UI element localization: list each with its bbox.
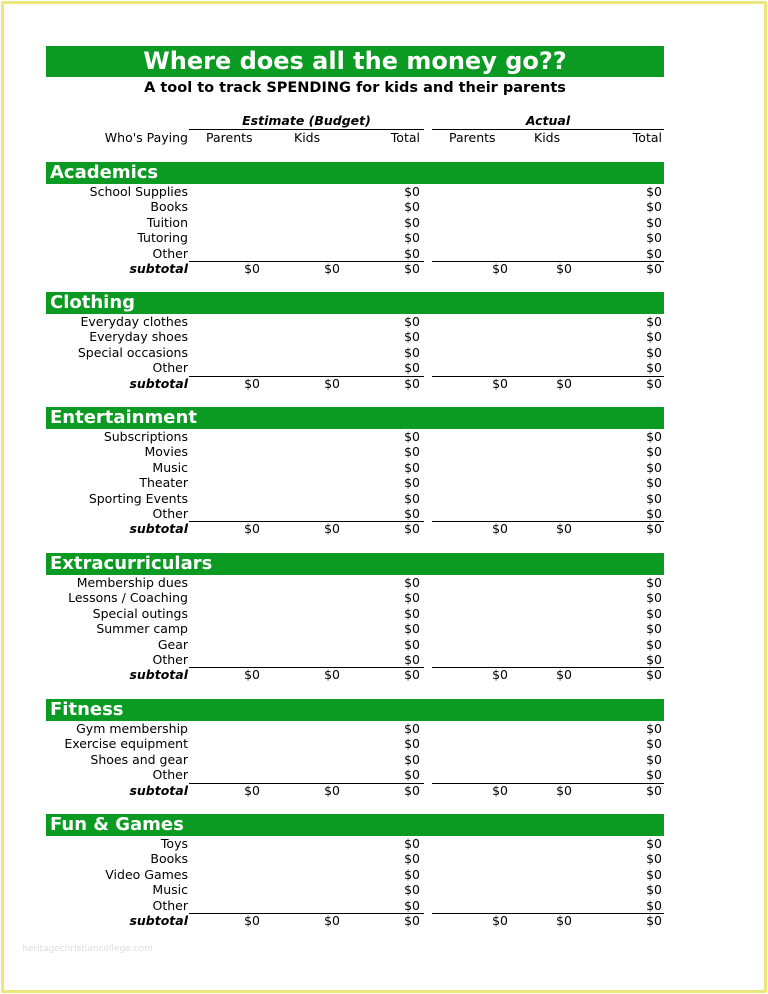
expense-label: Special outings [92, 605, 188, 621]
expense-label: Sporting Events [88, 490, 188, 506]
actual-total-cell: $0 [646, 344, 662, 360]
expense-row [46, 329, 664, 345]
estimate-total-cell: $0 [404, 882, 420, 898]
actual-parents-subtotal: $0 [492, 521, 508, 537]
actual-total-cell: $0 [646, 329, 662, 345]
expense-row [46, 230, 664, 246]
actual-total-subtotal: $0 [646, 667, 662, 683]
expense-label: Other [152, 245, 188, 261]
actual-total-cell: $0 [646, 214, 662, 230]
estimate-kids-subtotal: $0 [324, 913, 340, 928]
expense-row [46, 184, 664, 200]
estimate-total-cell: $0 [404, 230, 420, 246]
expense-row [46, 621, 664, 637]
expense-label: Exercise equipment [64, 736, 188, 752]
expense-label: Tutoring [137, 230, 188, 246]
subtotal-row [46, 261, 664, 277]
subtotal-label: subtotal [129, 375, 188, 391]
estimate-total-cell: $0 [404, 444, 420, 460]
expense-row [46, 736, 664, 752]
actual-total-cell: $0 [646, 621, 662, 637]
actual-kids-subtotal: $0 [556, 667, 572, 683]
actual-parents-subtotal: $0 [492, 261, 508, 276]
expense-label: Everyday clothes [80, 314, 188, 329]
estimate-total-cell: $0 [404, 245, 420, 261]
actual-total-cell: $0 [646, 360, 662, 376]
expense-label: Other [152, 360, 188, 376]
actual-total-cell: $0 [646, 184, 662, 199]
subtotal-row [46, 376, 664, 392]
actual-total-cell: $0 [646, 199, 662, 215]
actual-kids-subtotal: $0 [556, 913, 572, 928]
subtotal-label: subtotal [129, 667, 188, 683]
estimate-total-cell: $0 [404, 897, 420, 913]
estimate-total-cell: $0 [404, 836, 420, 851]
estimate-total-cell: $0 [404, 360, 420, 376]
estimate-parents-subtotal: $0 [244, 375, 260, 391]
estimate-total-cell: $0 [404, 736, 420, 752]
estimate-total-cell: $0 [404, 506, 420, 521]
subtotal-row [46, 913, 664, 929]
estimate-total-cell: $0 [404, 652, 420, 667]
subtotal-label: subtotal [129, 782, 188, 798]
expense-row [46, 360, 664, 376]
actual-total-header: Total [632, 130, 662, 145]
estimate-total-cell: $0 [404, 767, 420, 783]
expense-label: Other [152, 897, 188, 913]
expense-label: Lessons / Coaching [68, 590, 188, 606]
estimate-total-cell: $0 [404, 721, 420, 736]
actual-total-subtotal: $0 [646, 521, 662, 537]
estimate-kids-subtotal: $0 [324, 261, 340, 276]
estimate-total-subtotal: $0 [404, 375, 420, 391]
estimate-kids-subtotal: $0 [324, 521, 340, 537]
estimate-kids-header: Kids [294, 130, 321, 145]
expense-label: Subscriptions [103, 429, 188, 444]
section-header: Fun & Games [46, 814, 664, 836]
actual-parents-subtotal: $0 [492, 913, 508, 928]
actual-total-cell: $0 [646, 245, 662, 261]
expense-row [46, 199, 664, 215]
actual-parents-subtotal: $0 [492, 782, 508, 798]
expense-row [46, 767, 664, 783]
expense-label: Everyday shoes [89, 329, 188, 345]
section-header: Fitness [46, 699, 664, 721]
estimate-kids-subtotal: $0 [324, 667, 340, 683]
estimate-kids-subtotal: $0 [324, 375, 340, 391]
subtotal-label: subtotal [129, 521, 188, 537]
actual-group-label: Actual [525, 113, 571, 128]
estimate-total-cell: $0 [404, 636, 420, 652]
whos-paying-label: Who's Paying [104, 130, 188, 145]
watermark: heritagechristiancollege.com [22, 944, 153, 954]
expense-row [46, 491, 664, 507]
actual-total-cell: $0 [646, 836, 662, 851]
expense-label: Other [152, 506, 188, 521]
expense-label: Membership dues [76, 575, 188, 590]
expense-row [46, 575, 664, 591]
estimate-total-cell: $0 [404, 590, 420, 606]
section-header: Extracurriculars [46, 553, 664, 575]
subtotal-label: subtotal [129, 913, 188, 928]
estimate-total-cell: $0 [404, 329, 420, 345]
expense-label: Tuition [146, 214, 188, 230]
expense-row [46, 898, 664, 914]
subtotal-row [46, 667, 664, 683]
actual-kids-subtotal: $0 [556, 375, 572, 391]
expense-label: Shoes and gear [90, 751, 188, 767]
estimate-total-cell: $0 [404, 605, 420, 621]
estimate-parents-subtotal: $0 [244, 261, 260, 276]
expense-row [46, 851, 664, 867]
actual-parents-header: Parents [449, 130, 496, 145]
expense-label: Other [152, 652, 188, 667]
expense-label: Movies [144, 444, 188, 460]
actual-total-cell: $0 [646, 429, 662, 444]
estimate-total-cell: $0 [404, 314, 420, 329]
expense-row [46, 637, 664, 653]
actual-total-subtotal: $0 [646, 375, 662, 391]
actual-total-cell: $0 [646, 897, 662, 913]
expense-row [46, 215, 664, 231]
estimate-total-cell: $0 [404, 575, 420, 590]
estimate-total-subtotal: $0 [404, 521, 420, 537]
estimate-kids-subtotal: $0 [324, 782, 340, 798]
section-header: Academics [46, 162, 664, 184]
estimate-parents-subtotal: $0 [244, 521, 260, 537]
actual-total-cell: $0 [646, 475, 662, 491]
actual-total-cell: $0 [646, 652, 662, 667]
expense-row [46, 867, 664, 883]
actual-total-cell: $0 [646, 575, 662, 590]
actual-total-subtotal: $0 [646, 261, 662, 276]
actual-total-subtotal: $0 [646, 913, 662, 928]
expense-row [46, 752, 664, 768]
estimate-parents-header: Parents [206, 130, 253, 145]
expense-row [46, 836, 664, 852]
subtotal-label: subtotal [129, 261, 188, 276]
estimate-total-header: Total [390, 130, 420, 145]
expense-label: Books [150, 851, 188, 867]
estimate-total-cell: $0 [404, 459, 420, 475]
estimate-total-cell: $0 [404, 475, 420, 491]
expense-label: School Supplies [89, 184, 188, 199]
actual-total-subtotal: $0 [646, 782, 662, 798]
actual-parents-subtotal: $0 [492, 375, 508, 391]
estimate-total-cell: $0 [404, 751, 420, 767]
estimate-total-subtotal: $0 [404, 913, 420, 928]
estimate-total-cell: $0 [404, 866, 420, 882]
estimate-total-cell: $0 [404, 621, 420, 637]
expense-row [46, 652, 664, 668]
actual-total-cell: $0 [646, 851, 662, 867]
actual-parents-subtotal: $0 [492, 667, 508, 683]
subtotal-row [46, 521, 664, 537]
expense-label: Other [152, 767, 188, 783]
actual-kids-subtotal: $0 [556, 261, 572, 276]
expense-row [46, 506, 664, 522]
estimate-total-cell: $0 [404, 214, 420, 230]
estimate-total-cell: $0 [404, 344, 420, 360]
expense-row [46, 590, 664, 606]
actual-total-cell: $0 [646, 444, 662, 460]
expense-label: Toys [160, 836, 188, 851]
actual-kids-subtotal: $0 [556, 521, 572, 537]
expense-row [46, 314, 664, 330]
actual-total-cell: $0 [646, 866, 662, 882]
actual-total-cell: $0 [646, 490, 662, 506]
expense-label: Gym membership [76, 721, 188, 736]
estimate-total-cell: $0 [404, 184, 420, 199]
expense-label: Theater [139, 475, 188, 491]
expense-label: Music [152, 459, 188, 475]
expense-label: Video Games [105, 866, 188, 882]
estimate-total-cell: $0 [404, 429, 420, 444]
expense-row [46, 721, 664, 737]
expense-row [46, 460, 664, 476]
page-subtitle: A tool to track SPENDING for kids and their parents [144, 80, 566, 96]
estimate-total-cell: $0 [404, 490, 420, 506]
estimate-parents-subtotal: $0 [244, 667, 260, 683]
actual-total-cell: $0 [646, 751, 662, 767]
actual-total-cell: $0 [646, 767, 662, 783]
estimate-total-cell: $0 [404, 851, 420, 867]
estimate-total-subtotal: $0 [404, 782, 420, 798]
actual-total-cell: $0 [646, 230, 662, 246]
actual-total-cell: $0 [646, 721, 662, 736]
actual-kids-subtotal: $0 [556, 782, 572, 798]
actual-total-cell: $0 [646, 882, 662, 898]
expense-label: Books [150, 199, 188, 215]
subtotal-row [46, 783, 664, 799]
expense-row [46, 882, 664, 898]
estimate-group-label: Estimate (Budget) [242, 113, 371, 128]
expense-label: Special occasions [77, 344, 188, 360]
actual-total-cell: $0 [646, 459, 662, 475]
expense-row [46, 475, 664, 491]
page-title: Where does all the money go?? [46, 46, 664, 77]
expense-row [46, 429, 664, 445]
actual-total-cell: $0 [646, 506, 662, 521]
expense-row [46, 606, 664, 622]
actual-total-cell: $0 [646, 314, 662, 329]
actual-total-cell: $0 [646, 636, 662, 652]
estimate-total-cell: $0 [404, 199, 420, 215]
expense-label: Gear [157, 636, 188, 652]
expense-row [46, 345, 664, 361]
estimate-total-subtotal: $0 [404, 667, 420, 683]
expense-row [46, 246, 664, 262]
section-header: Entertainment [46, 407, 664, 429]
estimate-parents-subtotal: $0 [244, 782, 260, 798]
expense-label: Music [152, 882, 188, 898]
actual-total-cell: $0 [646, 605, 662, 621]
actual-total-cell: $0 [646, 736, 662, 752]
actual-total-cell: $0 [646, 590, 662, 606]
estimate-parents-subtotal: $0 [244, 913, 260, 928]
actual-kids-header: Kids [534, 130, 561, 145]
expense-label: Summer camp [96, 621, 188, 637]
estimate-total-subtotal: $0 [404, 261, 420, 276]
expense-row [46, 444, 664, 460]
section-header: Clothing [46, 292, 664, 314]
